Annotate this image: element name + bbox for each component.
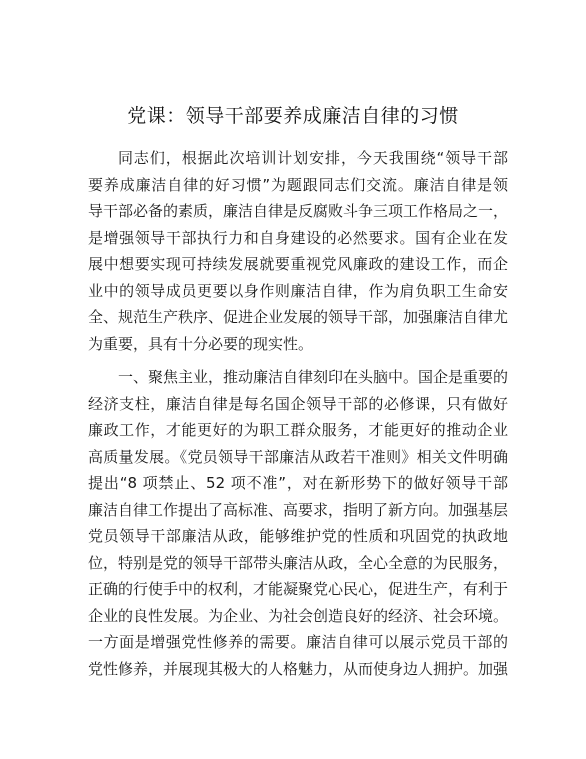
paragraph-line: 党性修养，并展现其极大的人格魅力，从而使身边人拥护。加强 <box>88 659 508 678</box>
paragraph-line: 要养成廉洁自律的好习惯”为题跟同志们交流。廉洁自律是领 <box>88 175 508 194</box>
paragraph-line: 同志们，根据此次培训计划安排，今天我围绕“领导干部 <box>118 149 508 167</box>
paragraph-line: 高质量发展。《党员领导干部廉洁从政若干准则》相关文件明确 <box>88 447 508 466</box>
paragraph-line: 展中想要实现可持续发展就要重视党风廉政的建设工作，而企 <box>88 255 508 273</box>
paragraph-line: 业中的领导成员更要以身作则廉洁自律，作为肩负职工生命安 <box>88 281 508 300</box>
paragraph-2 <box>88 364 508 682</box>
paragraph-line: 位，特别是党的领导干部带头廉洁从政，全心全意的为民服务， <box>88 553 508 572</box>
paragraph-line: 经济支柱，廉洁自律是每名国企领导干部的必修课，只有做好 <box>88 394 508 413</box>
paragraph-line: 为重要，具有十分必要的现实性。 <box>88 334 314 353</box>
paragraph-line: 是增强领导干部执行力和自身建设的必然要求。国有企业在发 <box>88 228 508 247</box>
paragraph-line: 一、聚焦主业，推动廉洁自律刻印在头脑中。国企是重要的 <box>118 368 508 386</box>
paragraph-line: 全、规范生产秩序、促进企业发展的领导干部，加强廉洁自律尤 <box>88 308 508 326</box>
paragraph-1 <box>88 145 508 357</box>
paragraph-line: 正确的行使手中的权利，才能凝聚党心民心，促进生产，有利于 <box>88 580 508 598</box>
paragraph-line: 提出“8 项禁止、52 项不准”，对在新形势下的做好领导干部 <box>88 474 508 492</box>
paragraph-line: 党员领导干部廉洁从政，能够维护党的性质和巩固党的执政地 <box>88 527 508 545</box>
document-body <box>88 145 508 682</box>
paragraph-line: 企业的良性发展。为企业、为社会创造良好的经济、社会环境。 <box>88 606 508 625</box>
paragraph-line: 廉洁自律工作提出了高标准、高要求，指明了新方向。加强基层 <box>88 500 508 519</box>
paragraph-line: 廉政工作，才能更好的为职工群众服务，才能更好的推动企业 <box>88 421 508 439</box>
document-title: 党课：领导干部要养成廉洁自律的习惯 <box>127 105 459 127</box>
paragraph-line: 导干部必备的素质，廉洁自律是反腐败斗争三项工作格局之一， <box>88 202 508 220</box>
paragraph-line: 一方面是增强党性修养的需要。廉洁自律可以展示党员干部的 <box>88 633 508 651</box>
